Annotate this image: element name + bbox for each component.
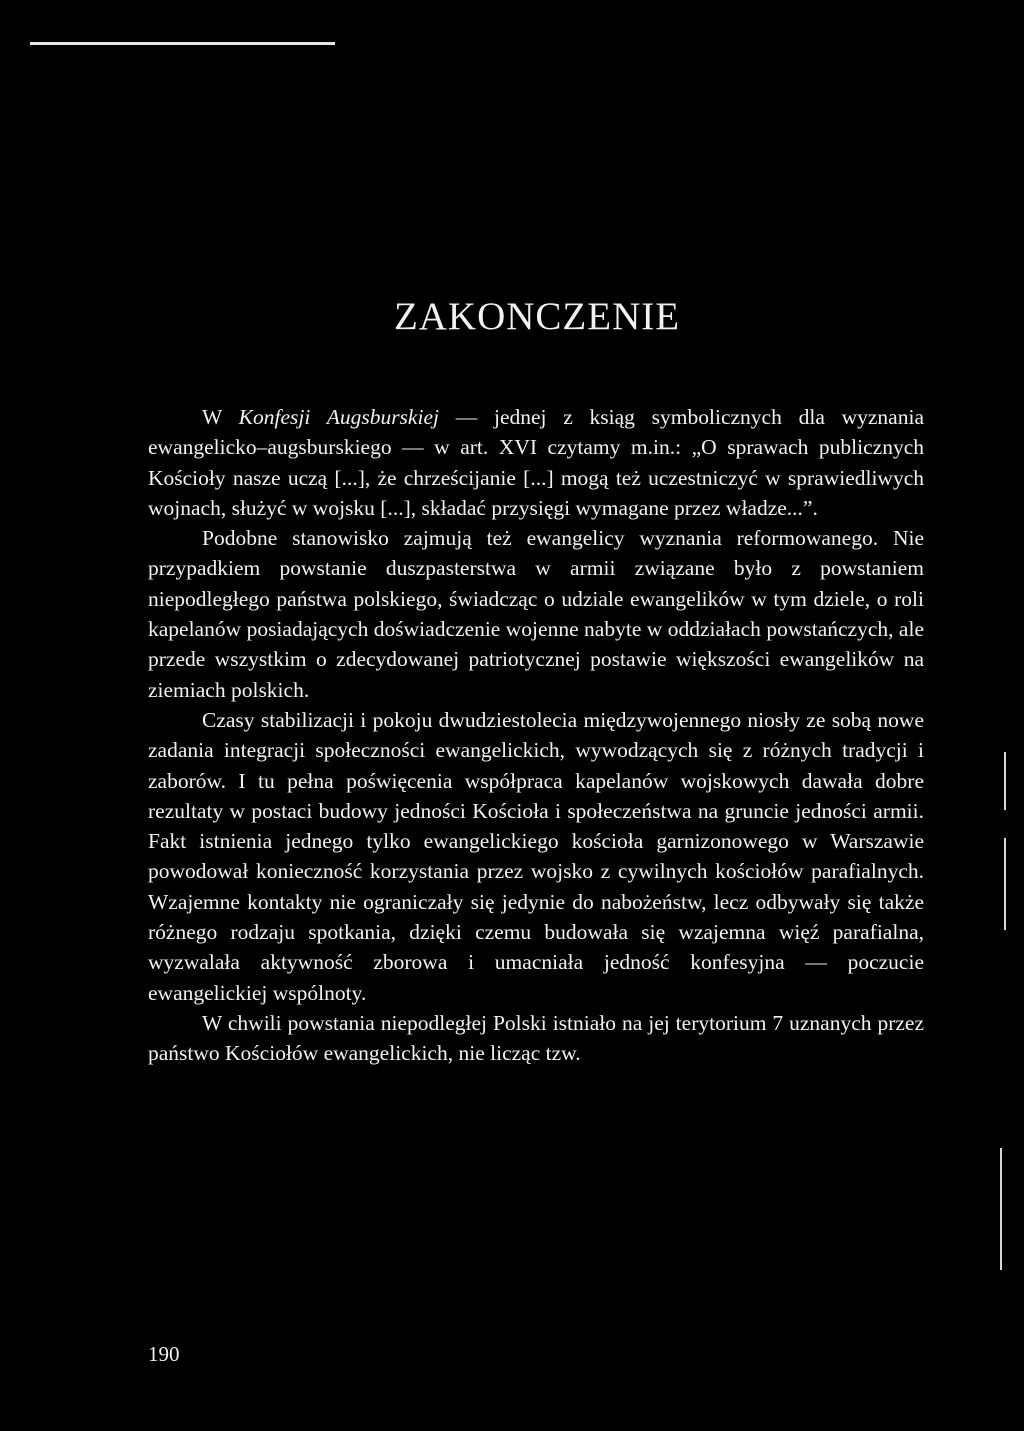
body-text (148, 402, 924, 1069)
edge-mark-3 (1000, 1148, 1002, 1270)
paragraph-1-italic-title: Konfesji Augsburskiej (238, 405, 439, 429)
page-number: 190 (148, 1342, 180, 1366)
paragraph-2: Podobne stanowisko zajmują też ewangelicy wyznania reformowanego. Nie przypadkiem powstanie duszpasterstwa w armii związane było z powstaniem niepodległego państwa polskiego, świadcząc o udziale ewangelików w tym dziele, o roli kapelanów posiadających doświadczenie wojenne nabyte w oddziałach powstańczych, ale przede wszystkim o zdecydowanej patriotycznej postawie większości ewangelików na ziemiach polskich. (148, 526, 924, 702)
paragraph-3: Czasy stabilizacji i pokoju dwudziestolecia międzywojennego niosły ze sobą nowe zadania integracji społeczności ewangelickich, wywodzących się z różnych tradycji i zaborów. I tu pełna poświęcenia współpraca kapelanów wojskowych dawała dobre rezultaty w postaci budowy jedności Kościoła i społeczeństwa na gruncie jedności armii. Fakt istnienia jednego tylko ewangelickiego kościoła garnizonowego w Warszawie powodował konieczność korzystania przez wojsko z cywilnych kościołów parafialnych. Wzajemne kontakty nie ograniczały się jedynie do nabożeństw, lecz odbywały się także różnego rodzaju spotkania, dzięki czemu budowała się wzajemna więź parafialna, wyzwalała aktywność zborowa i umacniała jedność konfesyjna — poczucie ewangelickiej wspólnoty. (148, 707, 924, 1005)
chapter-title: ZAKONCZENIE (393, 295, 681, 338)
top-rule (30, 42, 335, 45)
paragraph-1 (148, 402, 924, 523)
edge-mark-2 (1004, 838, 1006, 930)
paragraph-1-rest: — jednej z ksiąg symbolicznych dla wyznania ewangelicko–augsburskiego — w art. XVI czytamy m.in.: „O sprawach publicznych Kościoły nasze uczą [...], że chrześcijanie [...] mogą też uczestniczyć w sprawiedliwych wojnach, służyć w wojsku [...], składać przysięgi wymagane przez władze...”. (148, 405, 924, 520)
edge-mark-1 (1004, 752, 1006, 810)
paragraph-1-lead: W (202, 405, 239, 429)
paragraph-4: W chwili powstania niepodległej Polski istniało na jej terytorium 7 uznanych przez państwo Kościołów ewangelickich, nie licząc tzw. (148, 1010, 924, 1066)
